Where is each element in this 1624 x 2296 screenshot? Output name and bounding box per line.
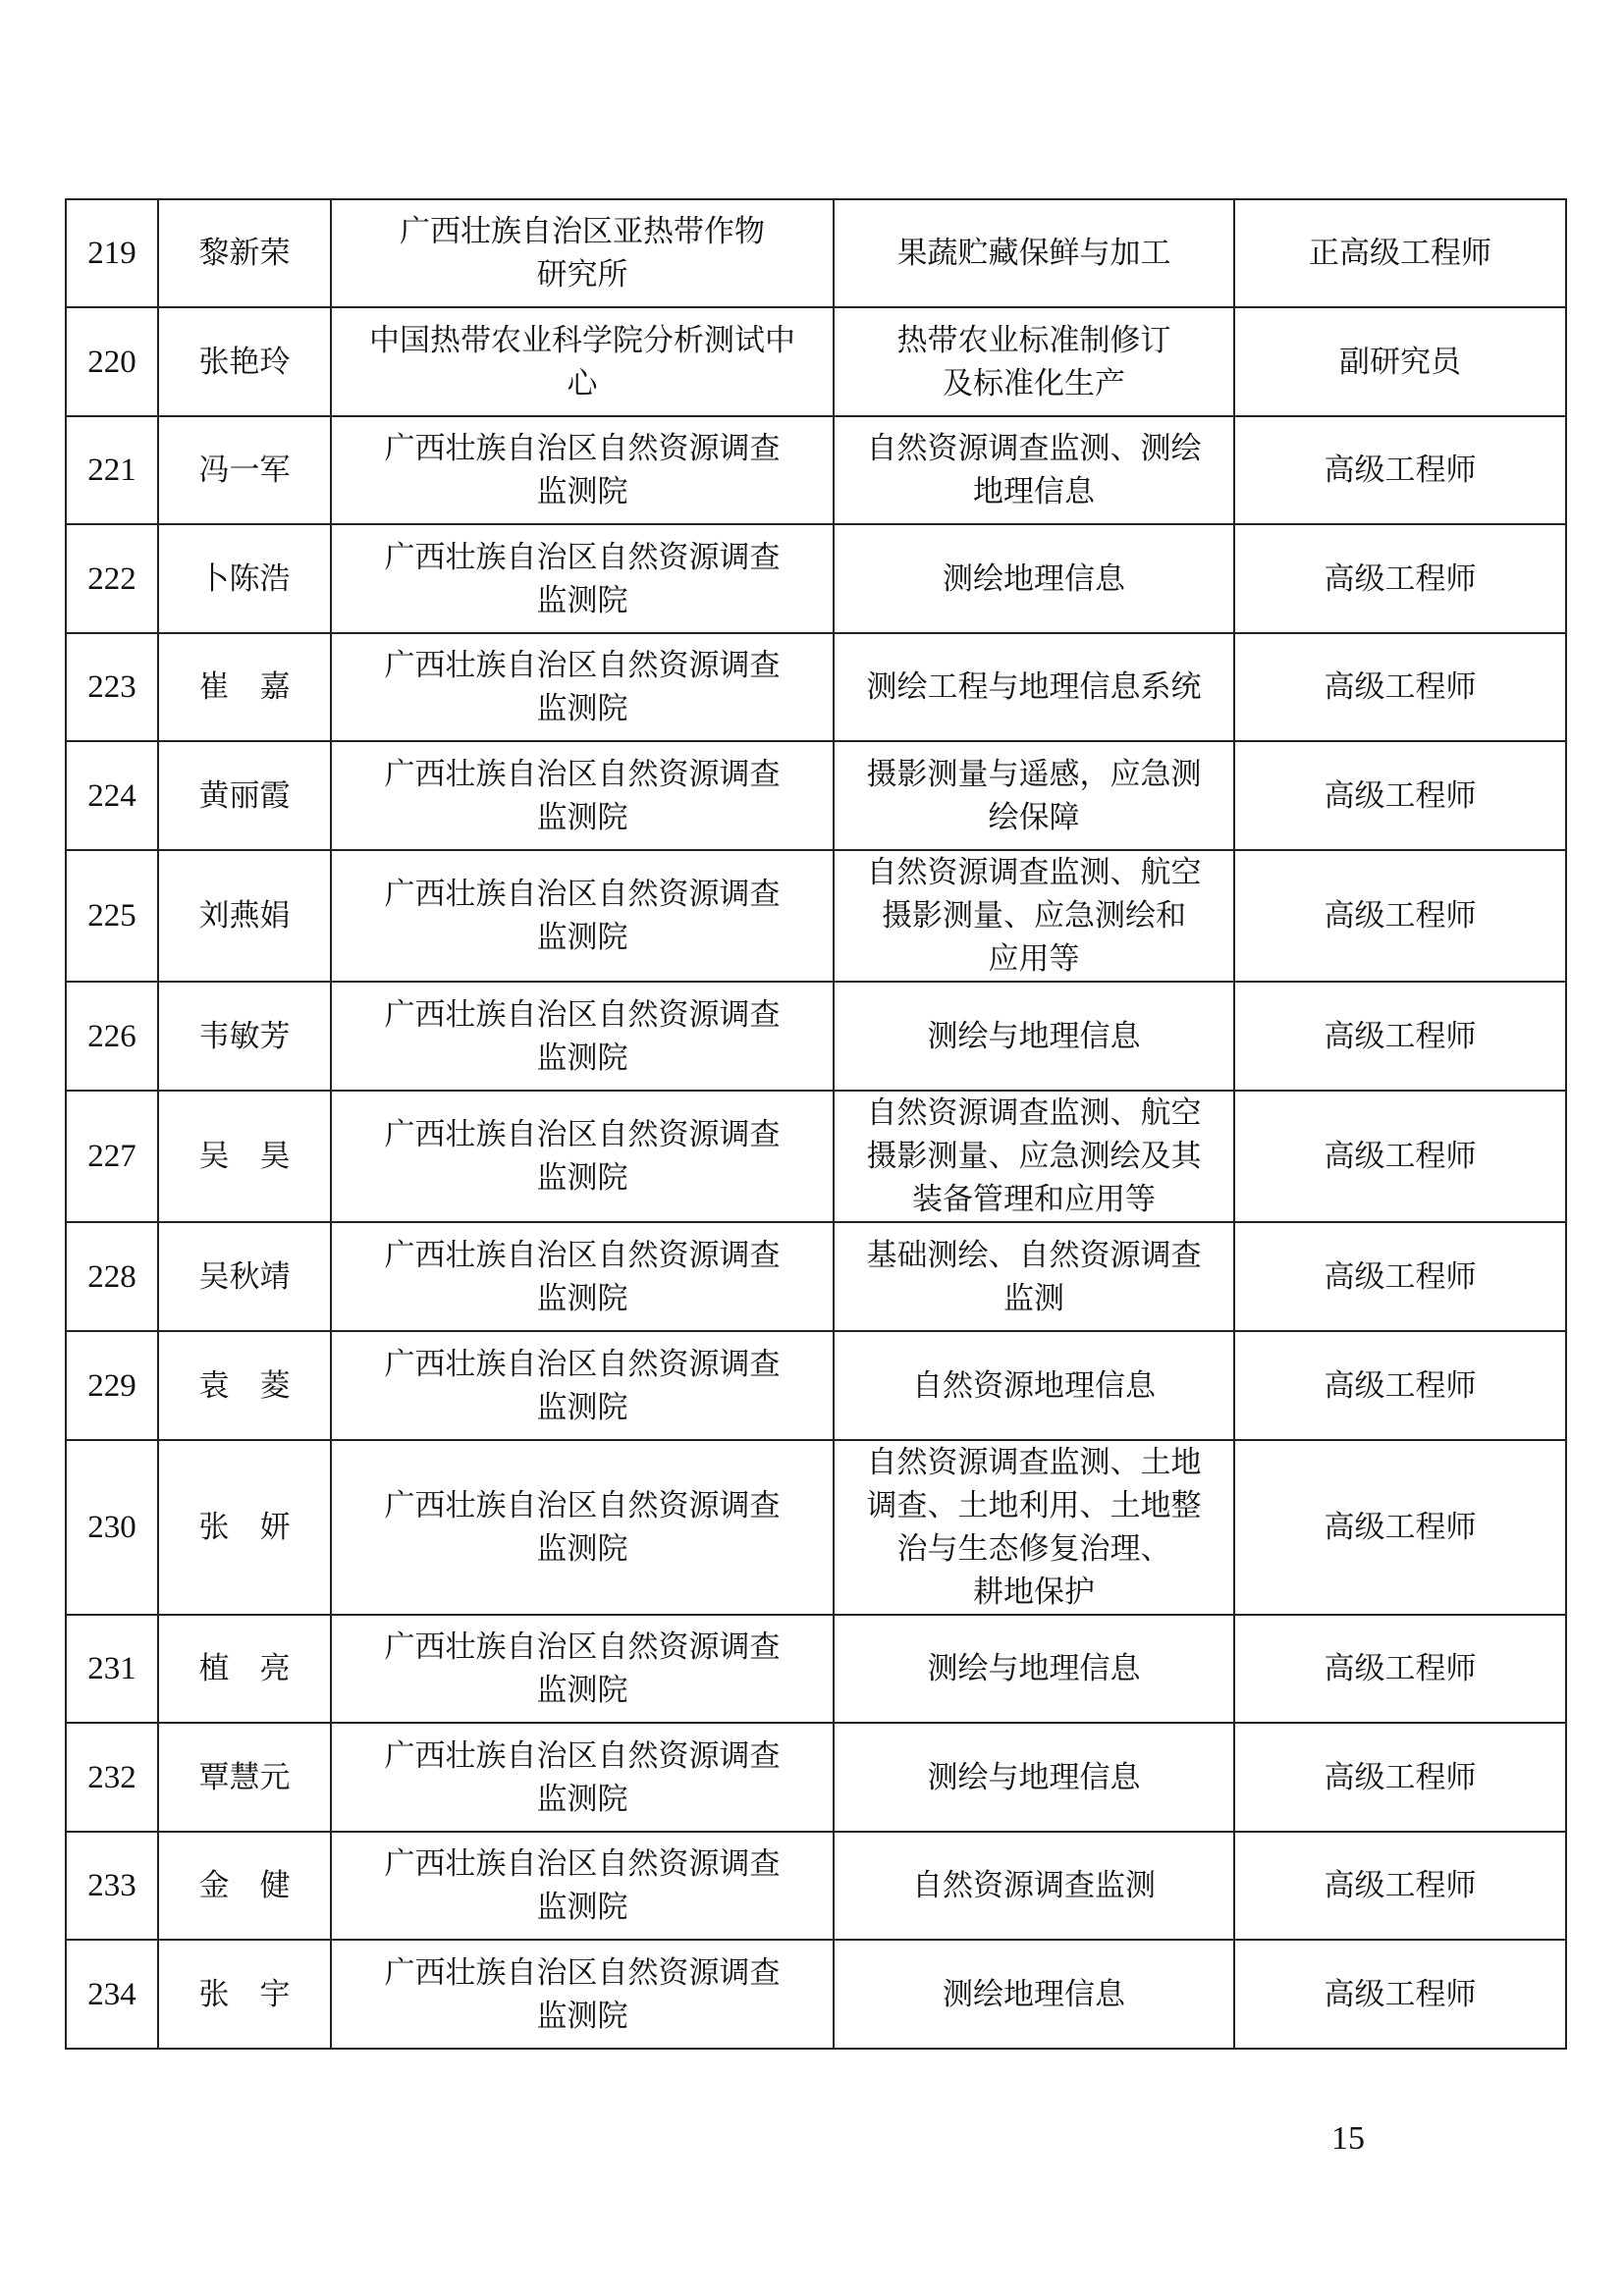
field-cell: 热带农业标准制修订 及标准化生产 (834, 307, 1234, 416)
title-cell: 副研究员 (1234, 307, 1566, 416)
name-cell: 张艳玲 (158, 307, 331, 416)
row-number-cell: 232 (66, 1723, 158, 1832)
unit-cell: 广西壮族自治区自然资源调查 监测院 (331, 741, 834, 850)
unit-cell: 广西壮族自治区亚热带作物 研究所 (331, 199, 834, 307)
unit-cell: 广西壮族自治区自然资源调查 监测院 (331, 1440, 834, 1615)
row-number-cell: 224 (66, 741, 158, 850)
name-cell: 张 妍 (158, 1440, 331, 1615)
field-cell: 测绘与地理信息 (834, 1723, 1234, 1832)
field-cell: 基础测绘、自然资源调查 监测 (834, 1222, 1234, 1331)
row-number-cell: 229 (66, 1331, 158, 1440)
page-number: 15 (1331, 2120, 1365, 2157)
table-row (66, 1222, 1566, 1331)
unit-cell: 广西壮族自治区自然资源调查 监测院 (331, 1615, 834, 1723)
table-row (66, 741, 1566, 850)
table-row (66, 850, 1566, 982)
unit-cell: 广西壮族自治区自然资源调查 监测院 (331, 982, 834, 1091)
field-cell: 测绘地理信息 (834, 1940, 1234, 2049)
field-cell: 摄影测量与遥感，应急测 绘保障 (834, 741, 1234, 850)
name-cell: 崔 嘉 (158, 633, 331, 741)
table-row (66, 1091, 1566, 1222)
title-cell: 高级工程师 (1234, 1940, 1566, 2049)
field-cell: 自然资源地理信息 (834, 1331, 1234, 1440)
name-cell: 袁 菱 (158, 1331, 331, 1440)
name-cell: 黄丽霞 (158, 741, 331, 850)
table-row (66, 199, 1566, 307)
row-number-cell: 222 (66, 524, 158, 633)
name-cell: 黎新荣 (158, 199, 331, 307)
unit-cell: 广西壮族自治区自然资源调查 监测院 (331, 1222, 834, 1331)
field-cell: 测绘与地理信息 (834, 982, 1234, 1091)
row-number-cell: 221 (66, 416, 158, 524)
unit-cell: 广西壮族自治区自然资源调查 监测院 (331, 1832, 834, 1940)
name-cell: 刘燕娟 (158, 850, 331, 982)
title-cell: 高级工程师 (1234, 850, 1566, 982)
table-row (66, 1832, 1566, 1940)
row-number-cell: 225 (66, 850, 158, 982)
title-cell: 正高级工程师 (1234, 199, 1566, 307)
table-row (66, 1440, 1566, 1615)
title-cell: 高级工程师 (1234, 633, 1566, 741)
table-row (66, 1940, 1566, 2049)
name-cell: 吴秋靖 (158, 1222, 331, 1331)
unit-cell: 广西壮族自治区自然资源调查 监测院 (331, 850, 834, 982)
title-cell: 高级工程师 (1234, 1615, 1566, 1723)
field-cell: 测绘工程与地理信息系统 (834, 633, 1234, 741)
row-number-cell: 226 (66, 982, 158, 1091)
field-cell: 自然资源调查监测 (834, 1832, 1234, 1940)
row-number-cell: 223 (66, 633, 158, 741)
table-row (66, 524, 1566, 633)
row-number-cell: 234 (66, 1940, 158, 2049)
field-cell: 自然资源调查监测、土地 调查、土地利用、土地整 治与生态修复治理、 耕地保护 (834, 1440, 1234, 1615)
field-cell: 果蔬贮藏保鲜与加工 (834, 199, 1234, 307)
row-number-cell: 220 (66, 307, 158, 416)
table-row (66, 307, 1566, 416)
expert-list-table (65, 198, 1567, 2050)
unit-cell: 广西壮族自治区自然资源调查 监测院 (331, 633, 834, 741)
title-cell: 高级工程师 (1234, 416, 1566, 524)
field-cell: 自然资源调查监测、航空 摄影测量、应急测绘及其 装备管理和应用等 (834, 1091, 1234, 1222)
name-cell: 张 宇 (158, 1940, 331, 2049)
name-cell: 吴 昊 (158, 1091, 331, 1222)
field-cell: 测绘与地理信息 (834, 1615, 1234, 1723)
name-cell: 金 健 (158, 1832, 331, 1940)
title-cell: 高级工程师 (1234, 741, 1566, 850)
unit-cell: 广西壮族自治区自然资源调查 监测院 (331, 1091, 834, 1222)
title-cell: 高级工程师 (1234, 1832, 1566, 1940)
table-body (66, 199, 1566, 2049)
unit-cell: 广西壮族自治区自然资源调查 监测院 (331, 1723, 834, 1832)
title-cell: 高级工程师 (1234, 982, 1566, 1091)
title-cell: 高级工程师 (1234, 524, 1566, 633)
title-cell: 高级工程师 (1234, 1222, 1566, 1331)
unit-cell: 中国热带农业科学院分析测试中 心 (331, 307, 834, 416)
name-cell: 冯一军 (158, 416, 331, 524)
row-number-cell: 231 (66, 1615, 158, 1723)
name-cell: 覃慧元 (158, 1723, 331, 1832)
table-row (66, 633, 1566, 741)
row-number-cell: 233 (66, 1832, 158, 1940)
field-cell: 自然资源调查监测、测绘 地理信息 (834, 416, 1234, 524)
table-row (66, 1723, 1566, 1832)
title-cell: 高级工程师 (1234, 1331, 1566, 1440)
unit-cell: 广西壮族自治区自然资源调查 监测院 (331, 416, 834, 524)
name-cell: 卜陈浩 (158, 524, 331, 633)
table-row (66, 416, 1566, 524)
row-number-cell: 219 (66, 199, 158, 307)
field-cell: 测绘地理信息 (834, 524, 1234, 633)
unit-cell: 广西壮族自治区自然资源调查 监测院 (331, 1331, 834, 1440)
field-cell: 自然资源调查监测、航空 摄影测量、应急测绘和 应用等 (834, 850, 1234, 982)
unit-cell: 广西壮族自治区自然资源调查 监测院 (331, 524, 834, 633)
title-cell: 高级工程师 (1234, 1440, 1566, 1615)
row-number-cell: 230 (66, 1440, 158, 1615)
name-cell: 韦敏芳 (158, 982, 331, 1091)
table-row (66, 982, 1566, 1091)
title-cell: 高级工程师 (1234, 1091, 1566, 1222)
row-number-cell: 227 (66, 1091, 158, 1222)
name-cell: 植 亮 (158, 1615, 331, 1723)
title-cell: 高级工程师 (1234, 1723, 1566, 1832)
row-number-cell: 228 (66, 1222, 158, 1331)
table-row (66, 1615, 1566, 1723)
table-row (66, 1331, 1566, 1440)
unit-cell: 广西壮族自治区自然资源调查 监测院 (331, 1940, 834, 2049)
